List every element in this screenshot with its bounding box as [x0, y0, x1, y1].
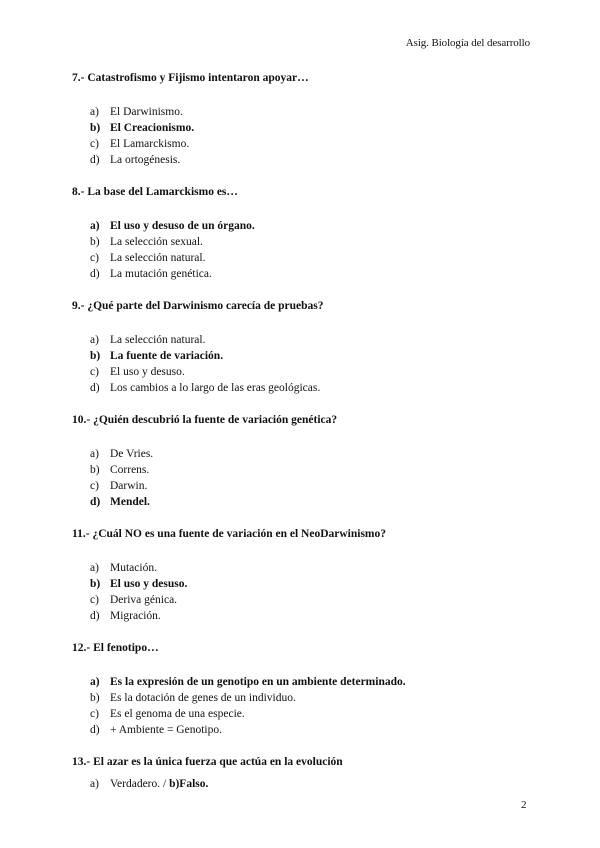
- option-c: c) El uso y desuso.: [90, 366, 185, 378]
- option-b-correct: b) El uso y desuso.: [90, 578, 188, 590]
- options-list: [72, 776, 542, 792]
- option-d: d) Los cambios a lo largo de las eras geológicas.: [90, 382, 321, 394]
- option-c: c) El Lamarckismo.: [90, 138, 190, 150]
- options-list: [72, 332, 542, 396]
- question-title: 7.- Catastrofismo y Fijismo intentaron apoyar…: [72, 72, 309, 84]
- question-11: [72, 526, 542, 624]
- option-a-correct: a) El uso y desuso de un órgano.: [90, 220, 255, 232]
- question-13: [72, 754, 542, 792]
- option-d-correct: d) Mendel.: [90, 496, 150, 508]
- question-title: 12.- El fenotipo…: [72, 642, 159, 654]
- question-title: 10.- ¿Quién descubrió la fuente de variación genética?: [72, 414, 338, 426]
- correct-answer: b)Falso.: [169, 778, 209, 790]
- question-title: 13.- El azar es la única fuerza que actúa en la evolución: [72, 756, 343, 768]
- options-list: [72, 218, 542, 282]
- option-c: c) Es el genoma de una especie.: [90, 708, 245, 720]
- option-d: d) Migración.: [90, 610, 161, 622]
- options-list: [72, 446, 542, 510]
- options-list: [72, 674, 542, 738]
- option-d: d) + Ambiente = Genotipo.: [90, 724, 222, 736]
- question-title: 8.- La base del Lamarckismo es…: [72, 186, 238, 198]
- option-a-correct: a) Es la expresión de un genotipo en un ambiente determinado.: [90, 676, 406, 688]
- option-c: c) La selección natural.: [90, 252, 206, 264]
- options-list: [72, 104, 542, 168]
- option-d: d) La mutación genética.: [90, 268, 212, 280]
- question-8: [72, 184, 542, 282]
- option-b: b) Es la dotación de genes de un individuo.: [90, 692, 296, 704]
- option-a: a) De Vries.: [90, 448, 154, 460]
- option-a: a) Mutación.: [90, 562, 157, 574]
- question-title: 9.- ¿Qué parte del Darwinismo carecía de pruebas?: [72, 300, 324, 312]
- question-9: [72, 298, 542, 396]
- question-7: [72, 70, 542, 168]
- option-b: b) Correns.: [90, 464, 150, 476]
- option-a: a) La selección natural.: [90, 334, 206, 346]
- question-title: 11.- ¿Cuál NO es una fuente de variación en el NeoDarwinismo?: [72, 528, 387, 540]
- options-list: [72, 560, 542, 624]
- option-b: b) La selección sexual.: [90, 236, 203, 248]
- option-c: c) Deriva génica.: [90, 594, 178, 606]
- option-b-correct: b) La fuente de variación.: [90, 350, 224, 362]
- question-12: [72, 640, 542, 738]
- page-number: 2: [521, 799, 527, 811]
- option-d: d) La ortogénesis.: [90, 154, 181, 166]
- question-list: [72, 70, 542, 808]
- question-10: [72, 412, 542, 510]
- option-a: a) El Darwinismo.: [90, 106, 183, 118]
- true-false-answer: a) Verdadero. / b)Falso.: [90, 778, 209, 790]
- option-c: c) Darwin.: [90, 480, 148, 492]
- option-b-correct: b) El Creacionismo.: [90, 122, 195, 134]
- running-header: Asig. Biología del desarrollo: [405, 37, 530, 49]
